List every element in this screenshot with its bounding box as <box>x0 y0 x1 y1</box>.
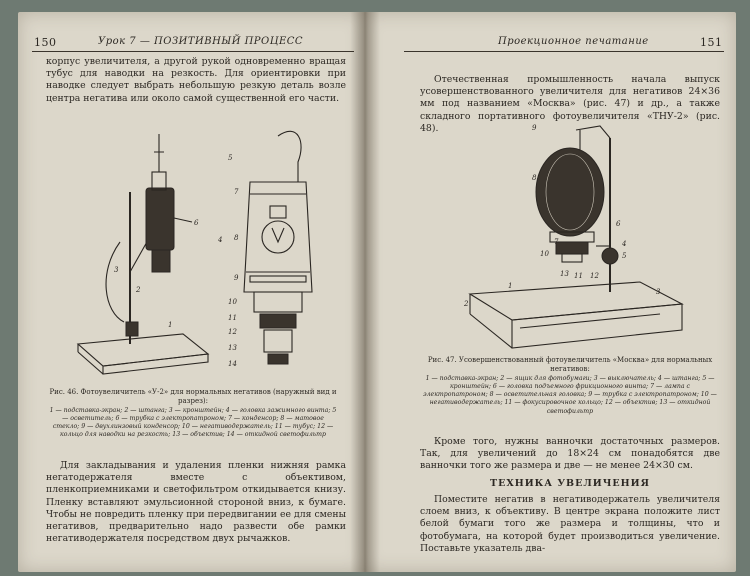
figure-47-caption: Рис. 47. Усовершенствованный фотоувеличитель «Москва» для нормальных негативов: 1 — подставка-экран; 2 — ящик для фотобумаги; 3 — выключатель; 4 — штанга; 5 — кронштейн; 6 — головка подъемного фрикционного винта; 7 — лампа с электропатроном; 8 — осветительная головка; 9 — трубка с электропатроном; 10 — негативодержатель; 11 — фокусировочное кольцо; 12 — объектив; 13 — откидной светофильтр <box>420 356 720 416</box>
label-r4: 4 <box>622 240 627 248</box>
label-r8: 8 <box>532 174 537 182</box>
label-r12: 12 <box>590 272 599 280</box>
right-paragraph-3: Поместите негатив в негативодержатель увеличителя слоем вниз, к объективу. В центре экрана положите лист белой бумаги того же размера и толщины, что и фотобумага, на которой будет производиться увеличение. Поставьте указатель два- <box>420 494 720 554</box>
label-3: 3 <box>114 266 119 274</box>
label-10: 10 <box>228 298 237 306</box>
label-9: 9 <box>234 274 239 282</box>
left-page-number: 150 <box>34 36 57 49</box>
left-top-paragraph: корпус увеличителя, а другой рукой одновременно вращая тубус для наводки на резкость. Для ориентировки при наводке следует выбрать небольшую резкую деталь возле центра негатива или около самой существенной его части. <box>46 56 346 104</box>
label-5: 5 <box>228 154 233 162</box>
enlarger-exterior <box>78 134 208 374</box>
label-14: 14 <box>228 360 237 368</box>
left-running-head: Урок 7 — ПОЗИТИВНЫЙ ПРОЦЕСС <box>98 36 304 47</box>
label-13: 13 <box>228 344 237 352</box>
label-8: 8 <box>234 234 239 242</box>
label-r1: 1 <box>508 282 513 290</box>
figure-46-illustration <box>68 122 338 392</box>
label-r6: 6 <box>616 220 621 228</box>
right-page-number: 151 <box>700 36 723 49</box>
label-r5: 5 <box>622 252 627 260</box>
left-page <box>18 12 364 572</box>
label-r3: 3 <box>656 288 661 296</box>
label-7: 7 <box>234 188 239 196</box>
label-r7: 7 <box>554 238 559 246</box>
right-top-paragraph: Отечественная промышленность начала выпуск усовершенствованного увеличителя для негативов 24×36 мм под названием «Москва» (рис. 47) и др., а также складного портативного фотоувеличителя «ТНУ-2» (рис. 48). <box>420 74 720 134</box>
right-paragraph-2: Кроме того, нужны ванночки достаточных размеров. Так, для увеличений до 18×24 см понадобятся две ванночки того же размера и две — не менее 24×30 см. <box>420 436 720 472</box>
figure-46-caption: Рис. 46. Фотоувеличитель «У-2» для нормальных негативов (наружный вид и разрез): 1 — подставка-экран; 2 — штанга; 3 — кронштейн; 4 — головка зажимного винта; 5 — осветитель; 6 — трубка с электропатроном; 7 — конденсор; 8 — матовое стекло; 9 — двухлинзовый конденсор; 10 — негативодержатель; 11 — тубус; 12 — кольцо для наводки на резкость; 13 — объектив; 14 — откидной светофильтр <box>49 388 337 439</box>
label-12: 12 <box>228 328 237 336</box>
label-2: 2 <box>136 286 141 294</box>
label-4: 4 <box>218 236 223 244</box>
left-header-rule <box>32 51 354 52</box>
right-header-rule <box>404 51 724 52</box>
label-6: 6 <box>194 219 199 227</box>
enlarger-cross-section <box>217 131 312 368</box>
label-r10: 10 <box>540 250 549 258</box>
label-r9: 9 <box>532 124 537 132</box>
label-r13: 13 <box>560 270 569 278</box>
label-11: 11 <box>228 314 237 322</box>
left-bottom-paragraph: Для закладывания и удаления пленки нижняя рамка негатодержателя вместе с объективом, пленкоприемниками и светофильтром откидывается книзу. Пленку вставляют эмульсионной стороной вниз, к бумаге. Чтобы не повредить пленку при передвигании ее для смены негативов, предварительно надо развести обе рамки негативодержателя посредством двух рычажков. <box>46 460 346 545</box>
right-running-head: Проекционное печатание <box>498 36 649 47</box>
right-page <box>364 12 736 572</box>
label-r11: 11 <box>574 272 583 280</box>
figure-47-illustration <box>460 116 700 356</box>
figure-47-legend: 1 — подставка-экран; 2 — ящик для фотобумаги; 3 — выключатель; 4 — штанга; 5 — кронштейн; 6 — головка подъемного фрикционного винта; 7 — лампа с электропатроном; 8 — осветительная головка; 9 — трубка с электропатроном; 10 — негативодержатель; 11 — фокусировочное кольцо; 12 — объектив; 13 — откидной светофильтр <box>423 374 717 415</box>
section-title: ТЕХНИКА УВЕЛИЧЕНИЯ <box>490 478 650 489</box>
label-1: 1 <box>168 321 173 329</box>
label-r2: 2 <box>464 300 469 308</box>
figure-46-legend: 1 — подставка-экран; 2 — штанга; 3 — кронштейн; 4 — головка зажимного винта; 5 — осветитель; 6 — трубка с электропатроном; 7 — конденсор; 8 — матовое стекло; 9 — двухлинзовый конденсор; 10 — негативодержатель; 11 — тубус; 12 — кольцо для наводки на резкость; 13 — объектив; 14 — откидной светофильтр <box>49 406 337 439</box>
